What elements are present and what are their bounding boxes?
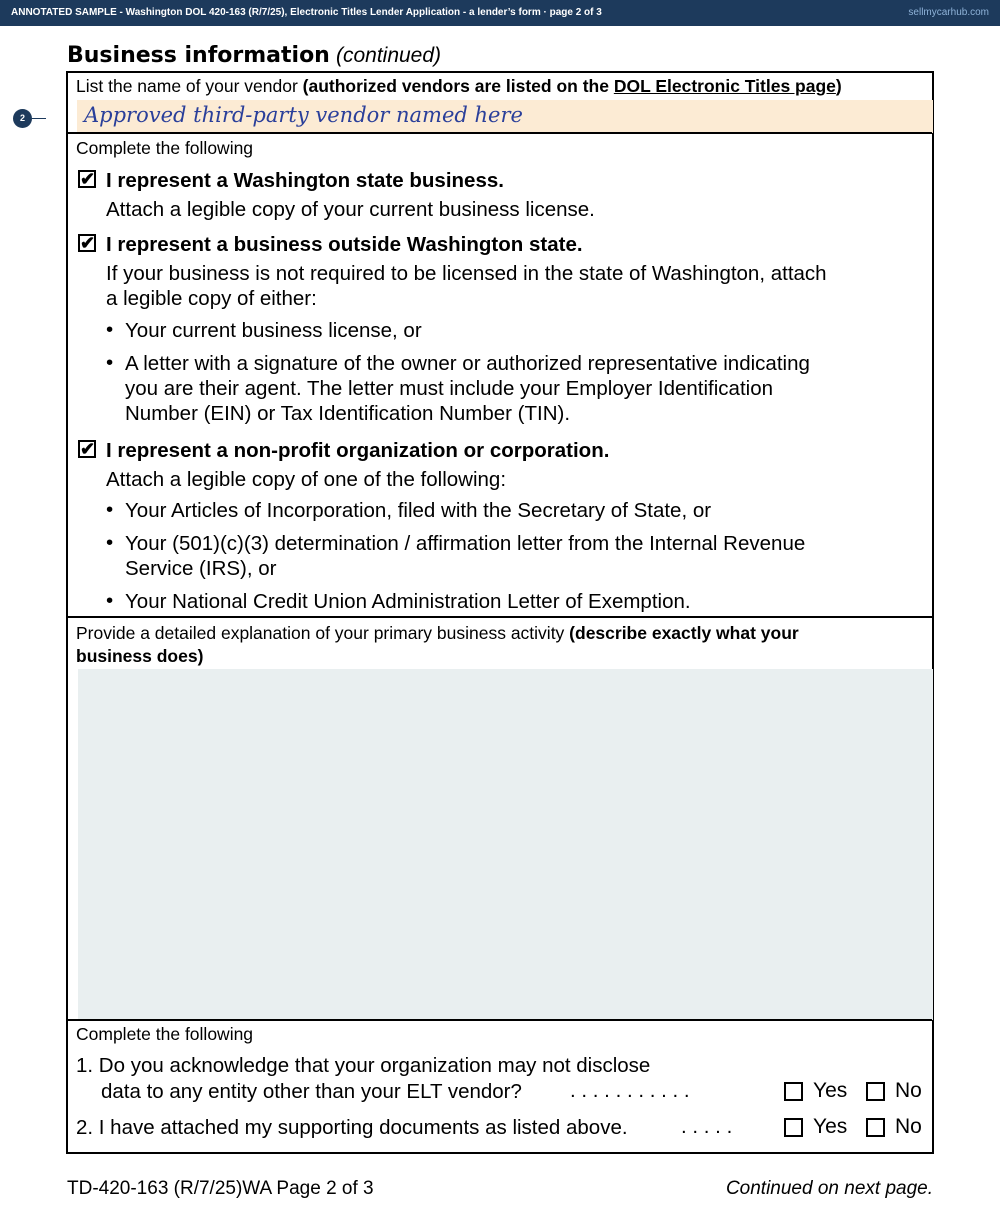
q1-yes-label: Yes <box>813 1079 848 1102</box>
outside-wa-bullet2-line1: A letter with a signature of the owner or authorized representative indicating <box>125 352 810 375</box>
section-title <box>67 42 441 68</box>
outside-wa-text-line1: If your business is not required to be licensed in the state of Washington, attach <box>106 262 827 285</box>
question2-leader-dots: . . . . . <box>681 1115 733 1138</box>
activity-label: Provide a detailed explanation of your primary business activity (describe exactly what your <box>76 623 799 643</box>
outside-wa-bullet1: Your current business license, or <box>125 319 422 342</box>
outside-wa-title: I represent a business outside Washington state. <box>106 233 583 256</box>
q2-no-checkbox[interactable] <box>866 1118 885 1137</box>
q2-no-label: No <box>895 1115 922 1138</box>
outside-wa-text-line2: a legible copy of either: <box>106 287 317 310</box>
annotation-leader-line <box>32 118 46 119</box>
nonprofit-title: I represent a non-profit organization or corporation. <box>106 439 610 462</box>
business-info-form <box>66 71 934 1154</box>
section-title-text: Business information <box>67 43 330 68</box>
wa-business-text: Attach a legible copy of your current business license. <box>106 198 595 221</box>
divider <box>68 1019 932 1021</box>
wa-business-checkbox[interactable]: ✔ <box>80 169 96 189</box>
q2-yes-checkbox[interactable] <box>784 1118 803 1137</box>
q1-no-label: No <box>895 1079 922 1102</box>
section-subtitle: (continued) <box>335 44 442 67</box>
question1-line1: 1. Do you acknowledge that your organization may not disclose <box>76 1054 651 1077</box>
bullet-icon: • <box>106 531 114 554</box>
form-id-footer: TD-420-163 (R/7/25)WA Page 2 of 3 <box>67 1178 374 1199</box>
question1-line2: data to any entity other than your ELT vendor? <box>101 1080 522 1103</box>
divider <box>68 132 932 134</box>
vendor-field-value: Approved third-party vendor named here <box>84 103 523 127</box>
annotation-marker: 2 <box>13 109 32 128</box>
bullet-icon: • <box>106 589 114 612</box>
q1-yes-checkbox[interactable] <box>784 1082 803 1101</box>
q2-yes-label: Yes <box>813 1115 848 1138</box>
wa-business-title: I represent a Washington state business. <box>106 169 504 192</box>
dol-electronic-titles-link[interactable]: DOL Electronic Titles page <box>613 76 836 96</box>
banner-site-link[interactable]: sellmycarhub.com <box>908 7 989 18</box>
banner-title: ANNOTATED SAMPLE - Washington DOL 420-163 (R/7/25), Electronic Titles Lender Application - a lender’s form · page 2 of 3 <box>11 7 602 18</box>
bullet-icon: • <box>106 351 114 374</box>
vendor-label: List the name of your vendor (authorized vendors are listed on the DOL Electronic Titles page) <box>76 76 842 96</box>
outside-wa-bullet2-line2: you are their agent. The letter must include your Employer Identification <box>125 377 773 400</box>
questions-label: Complete the following <box>76 1024 254 1044</box>
nonprofit-bullet1: Your Articles of Incorporation, filed with the Secretary of State, or <box>125 499 712 522</box>
outside-wa-bullet2-line3: Number (EIN) or Tax Identification Number (TIN). <box>125 402 571 425</box>
nonprofit-checkbox[interactable]: ✔ <box>80 439 96 459</box>
activity-textarea[interactable] <box>78 669 933 1020</box>
continued-note: Continued on next page. <box>725 1178 933 1199</box>
q1-no-checkbox[interactable] <box>866 1082 885 1101</box>
nonprofit-bullet3: Your National Credit Union Administration Letter of Exemption. <box>125 590 691 613</box>
annotation-banner <box>0 0 1000 26</box>
question1-leader-dots: . . . . . . . . . . . <box>570 1079 690 1102</box>
question2: 2. I have attached my supporting documents as listed above. <box>76 1116 628 1139</box>
nonprofit-bullet2-line1: Your (501)(c)(3) determination / affirmation letter from the Internal Revenue <box>125 532 806 555</box>
bullet-icon: • <box>106 318 114 341</box>
activity-label-line2: business does) <box>76 646 204 666</box>
outside-wa-checkbox[interactable]: ✔ <box>80 233 96 253</box>
nonprofit-bullet2-line2: Service (IRS), or <box>125 557 277 580</box>
bullet-icon: • <box>106 498 114 521</box>
nonprofit-text: Attach a legible copy of one of the following: <box>106 468 507 491</box>
divider <box>68 616 932 618</box>
options-label: Complete the following <box>76 138 254 158</box>
